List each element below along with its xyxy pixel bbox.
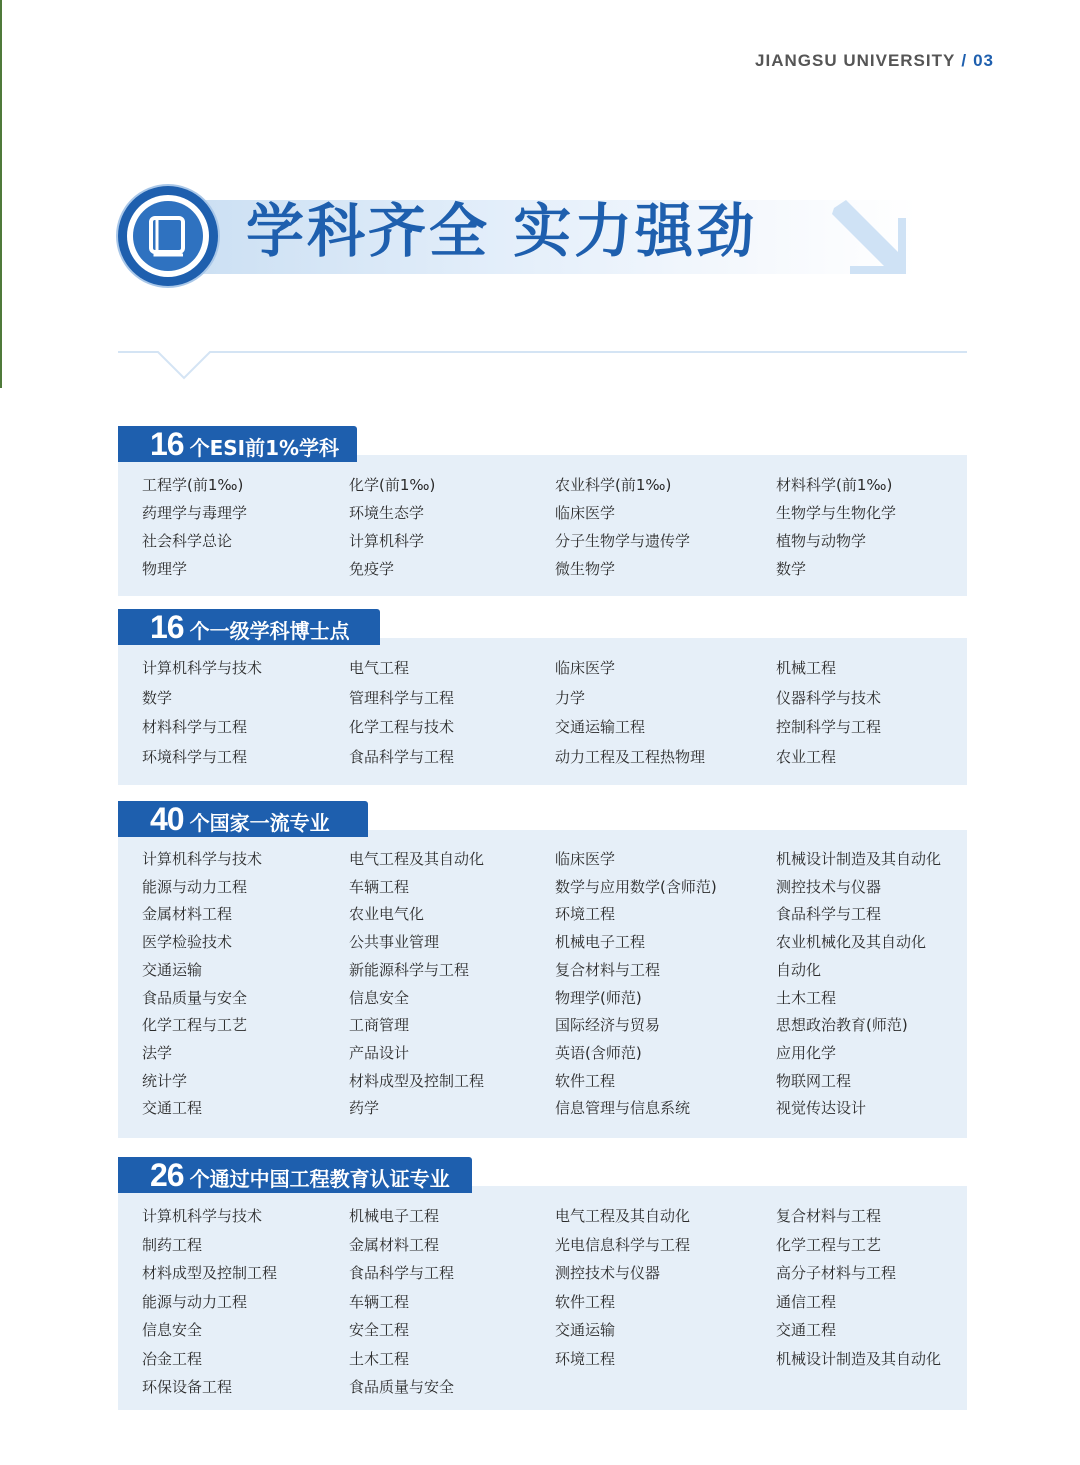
list-item: 免疫学 — [349, 560, 395, 578]
section-label: 个一级学科博士点 — [189, 619, 350, 643]
section-tab — [118, 426, 357, 462]
list-item: 机械电子工程 — [349, 1207, 440, 1225]
list-item: 英语(含师范) — [555, 1043, 642, 1062]
grid-column — [142, 1202, 349, 1402]
grid-column — [776, 1202, 991, 1402]
list-item: 分子生物学与遗传学 — [555, 532, 691, 550]
list-item: 临床医学 — [555, 850, 616, 868]
list-item: 机械电子工程 — [555, 933, 646, 952]
list-item: 制药工程 — [142, 1235, 203, 1254]
list-item: 化学工程与工艺 — [776, 1235, 882, 1254]
list-item: 车辆工程 — [349, 877, 410, 896]
list-item: 电气工程及其自动化 — [555, 1207, 691, 1225]
list-item: 农业机械化及其自动化 — [776, 933, 927, 952]
list-item: 环境工程 — [555, 905, 616, 924]
title-banner — [118, 183, 913, 288]
list-item: 食品科学与工程 — [349, 1264, 455, 1282]
list-item: 思想政治教育(师范) — [776, 1016, 908, 1035]
book-icon — [145, 213, 191, 259]
list-item: 食品质量与安全 — [142, 988, 248, 1007]
header-separator: / — [961, 51, 968, 70]
list-item: 数学 — [142, 688, 173, 707]
list-item: 环境工程 — [555, 1349, 616, 1368]
list-item: 机械设计制造及其自动化 — [776, 1349, 942, 1368]
grid-column — [349, 654, 555, 772]
page-header — [755, 51, 994, 71]
subject-grid — [118, 1202, 967, 1402]
list-item: 自动化 — [776, 960, 822, 979]
subject-grid — [118, 471, 967, 583]
list-item: 环境科学与工程 — [142, 747, 248, 766]
list-item: 物理学 — [142, 560, 188, 578]
list-item: 食品科学与工程 — [776, 905, 882, 924]
list-item: 计算机科学与技术 — [142, 850, 263, 868]
list-item: 食品科学与工程 — [349, 747, 455, 766]
grid-column — [555, 1202, 776, 1402]
list-item: 信息安全 — [349, 988, 410, 1007]
list-item: 材料科学(前1‰) — [776, 476, 893, 494]
list-item: 机械工程 — [776, 659, 837, 677]
list-item: 化学工程与技术 — [349, 718, 455, 736]
list-item: 计算机科学与技术 — [142, 1207, 263, 1225]
list-item: 微生物学 — [555, 560, 616, 578]
list-item: 材料科学与工程 — [142, 718, 248, 736]
list-item: 药理学与毒理学 — [142, 504, 248, 522]
list-item: 计算机科学与技术 — [142, 659, 263, 677]
list-item: 车辆工程 — [349, 1292, 410, 1311]
list-item: 光电信息科学与工程 — [555, 1235, 691, 1254]
section-tab — [118, 609, 380, 645]
list-item: 软件工程 — [555, 1071, 616, 1090]
list-item: 信息安全 — [142, 1321, 203, 1339]
list-item: 物联网工程 — [776, 1071, 852, 1090]
list-item: 化学(前1‰) — [349, 476, 436, 494]
list-item: 测控技术与仪器 — [776, 877, 882, 896]
list-item: 物理学(师范) — [555, 988, 642, 1007]
list-item: 冶金工程 — [142, 1349, 203, 1368]
list-item: 交通工程 — [776, 1321, 837, 1339]
list-item: 管理科学与工程 — [349, 688, 455, 707]
section-count: 16 — [150, 609, 184, 645]
list-item: 计算机科学 — [349, 532, 425, 550]
grid-column — [349, 471, 555, 583]
banner-emblem — [118, 186, 218, 286]
section-tab — [118, 1157, 472, 1193]
university-name: JIANGSU UNIVERSITY — [755, 51, 956, 70]
section-panel — [118, 638, 967, 785]
list-item: 复合材料与工程 — [555, 960, 661, 979]
section-label: 个国家一流专业 — [189, 811, 330, 835]
list-item: 控制科学与工程 — [776, 718, 882, 736]
section-divider — [118, 340, 967, 382]
list-item: 食品质量与安全 — [349, 1378, 455, 1396]
list-item: 产品设计 — [349, 1043, 410, 1062]
list-item: 交通工程 — [142, 1099, 203, 1118]
arrow-down-right-icon — [832, 198, 912, 278]
list-item: 临床医学 — [555, 504, 616, 522]
list-item: 工商管理 — [349, 1016, 410, 1035]
list-item: 能源与动力工程 — [142, 1292, 248, 1311]
section-count: 40 — [150, 801, 184, 837]
grid-column — [555, 654, 776, 772]
list-item: 农业工程 — [776, 747, 837, 766]
grid-column — [142, 654, 349, 772]
grid-column — [142, 471, 349, 583]
list-item: 农业科学(前1‰) — [555, 476, 672, 494]
grid-column — [349, 846, 555, 1123]
grid-column — [555, 471, 776, 583]
list-item: 电气工程及其自动化 — [349, 850, 485, 868]
grid-column — [776, 471, 991, 583]
list-item: 土木工程 — [776, 988, 837, 1007]
list-item: 新能源科学与工程 — [349, 960, 470, 979]
list-item: 法学 — [142, 1043, 173, 1062]
list-item: 交通运输 — [555, 1321, 616, 1339]
list-item: 信息管理与信息系统 — [555, 1099, 691, 1118]
list-item: 农业电气化 — [349, 905, 425, 924]
list-item: 环保设备工程 — [142, 1378, 233, 1396]
list-item: 化学工程与工艺 — [142, 1016, 248, 1035]
list-item: 软件工程 — [555, 1292, 616, 1311]
list-item: 高分子材料与工程 — [776, 1264, 897, 1282]
list-item: 工程学(前1‰) — [142, 476, 244, 494]
list-item: 交通运输工程 — [555, 718, 646, 736]
list-item: 公共事业管理 — [349, 933, 440, 952]
section-count: 16 — [150, 426, 184, 462]
section-panel — [118, 1186, 967, 1410]
page-number: 03 — [973, 51, 994, 70]
section-panel — [118, 830, 967, 1138]
list-item: 安全工程 — [349, 1321, 410, 1339]
list-item: 通信工程 — [776, 1292, 837, 1311]
list-item: 生物学与生物化学 — [776, 504, 897, 522]
list-item: 医学检验技术 — [142, 933, 233, 952]
list-item: 仪器科学与技术 — [776, 688, 882, 707]
list-item: 金属材料工程 — [349, 1235, 440, 1254]
list-item: 统计学 — [142, 1071, 188, 1090]
list-item: 应用化学 — [776, 1043, 837, 1062]
list-item: 植物与动物学 — [776, 532, 867, 550]
list-item: 药学 — [349, 1099, 380, 1118]
section-label: 个通过中国工程教育认证专业 — [189, 1167, 450, 1191]
subject-grid — [118, 846, 967, 1123]
section-panel — [118, 455, 967, 596]
list-item: 临床医学 — [555, 659, 616, 677]
list-item: 能源与动力工程 — [142, 877, 248, 896]
banner-title: 学科齐全 实力强劲 — [246, 197, 758, 265]
grid-column — [142, 846, 349, 1123]
grid-column — [349, 1202, 555, 1402]
list-item: 复合材料与工程 — [776, 1207, 882, 1225]
grid-column — [776, 846, 991, 1123]
list-item: 测控技术与仪器 — [555, 1264, 661, 1282]
list-item: 土木工程 — [349, 1349, 410, 1368]
grid-column — [555, 846, 776, 1123]
list-item: 数学 — [776, 560, 807, 578]
list-item: 力学 — [555, 688, 586, 707]
list-item: 交通运输 — [142, 960, 203, 979]
list-item: 金属材料工程 — [142, 905, 233, 924]
list-item: 社会科学总论 — [142, 532, 233, 550]
section-label: 个ESI前1%学科 — [189, 436, 340, 460]
section-tab — [118, 801, 368, 837]
list-item: 国际经济与贸易 — [555, 1016, 661, 1035]
list-item: 数学与应用数学(含师范) — [555, 877, 717, 896]
list-item: 机械设计制造及其自动化 — [776, 850, 942, 868]
list-item: 电气工程 — [349, 659, 410, 677]
grid-column — [776, 654, 991, 772]
page-edge-line — [0, 0, 2, 388]
list-item: 视觉传达设计 — [776, 1099, 867, 1118]
list-item: 材料成型及控制工程 — [349, 1071, 485, 1090]
list-item: 动力工程及工程热物理 — [555, 747, 706, 766]
section-count: 26 — [150, 1157, 184, 1193]
list-item: 环境生态学 — [349, 504, 425, 522]
subject-grid — [118, 654, 967, 772]
list-item: 材料成型及控制工程 — [142, 1264, 278, 1282]
